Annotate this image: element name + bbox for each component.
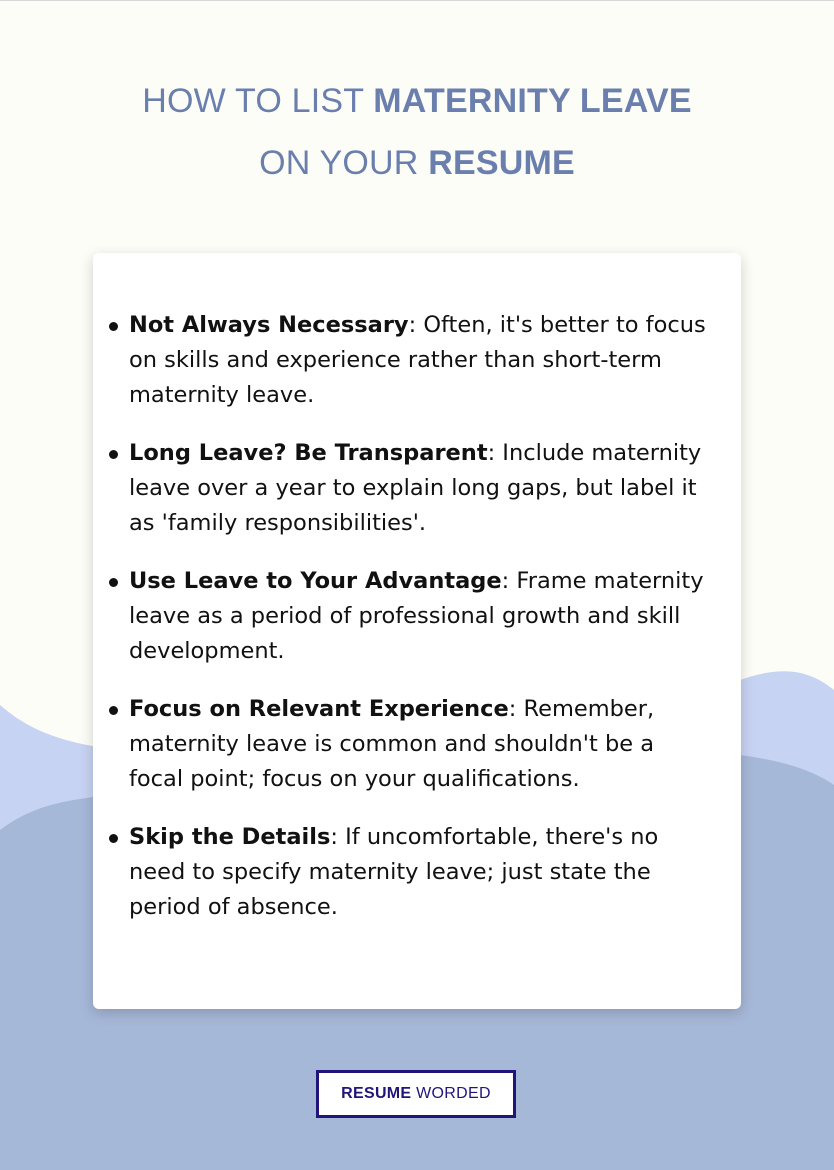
tip-item xyxy=(107,564,707,669)
tips-list xyxy=(107,308,707,948)
tips-card xyxy=(93,253,741,1009)
logo-word-bold: RESUME xyxy=(341,1085,412,1102)
tip-item xyxy=(107,820,707,925)
tip-text: : Often, it's better to focus on skills and experience rather than short-term maternity leave. xyxy=(129,312,706,408)
tip-item xyxy=(107,308,707,413)
tip-title: Skip the Details xyxy=(129,824,331,850)
bullet-icon xyxy=(109,450,118,459)
title-line-2: ON YOUR RESUME xyxy=(259,144,575,182)
tip-text: : Include maternity leave over a year to explain long gaps, but label it as 'family responsibilities'. xyxy=(129,440,702,536)
title-line-1: HOW TO LIST MATERNITY LEAVE xyxy=(142,82,692,120)
page-title xyxy=(0,70,834,194)
bullet-icon xyxy=(109,706,118,715)
bullet-icon xyxy=(109,322,118,331)
logo-word-light: WORDED xyxy=(411,1085,491,1102)
tip-item xyxy=(107,436,707,541)
tip-title: Not Always Necessary xyxy=(129,312,409,338)
bullet-icon xyxy=(109,834,118,843)
tip-title: Long Leave? Be Transparent xyxy=(129,440,488,466)
tip-text: : Remember, maternity leave is common and shouldn't be a focal point; focus on your qualifications. xyxy=(129,696,655,792)
tip-text: : If uncomfortable, there's no need to specify maternity leave; just state the period of absence. xyxy=(129,824,659,920)
resume-worded-logo xyxy=(316,1070,516,1118)
bullet-icon xyxy=(109,578,118,587)
tip-text: : Frame maternity leave as a period of professional growth and skill development. xyxy=(129,568,704,664)
tip-title: Focus on Relevant Experience xyxy=(129,696,509,722)
tip-title: Use Leave to Your Advantage xyxy=(129,568,502,594)
tip-item xyxy=(107,692,707,797)
